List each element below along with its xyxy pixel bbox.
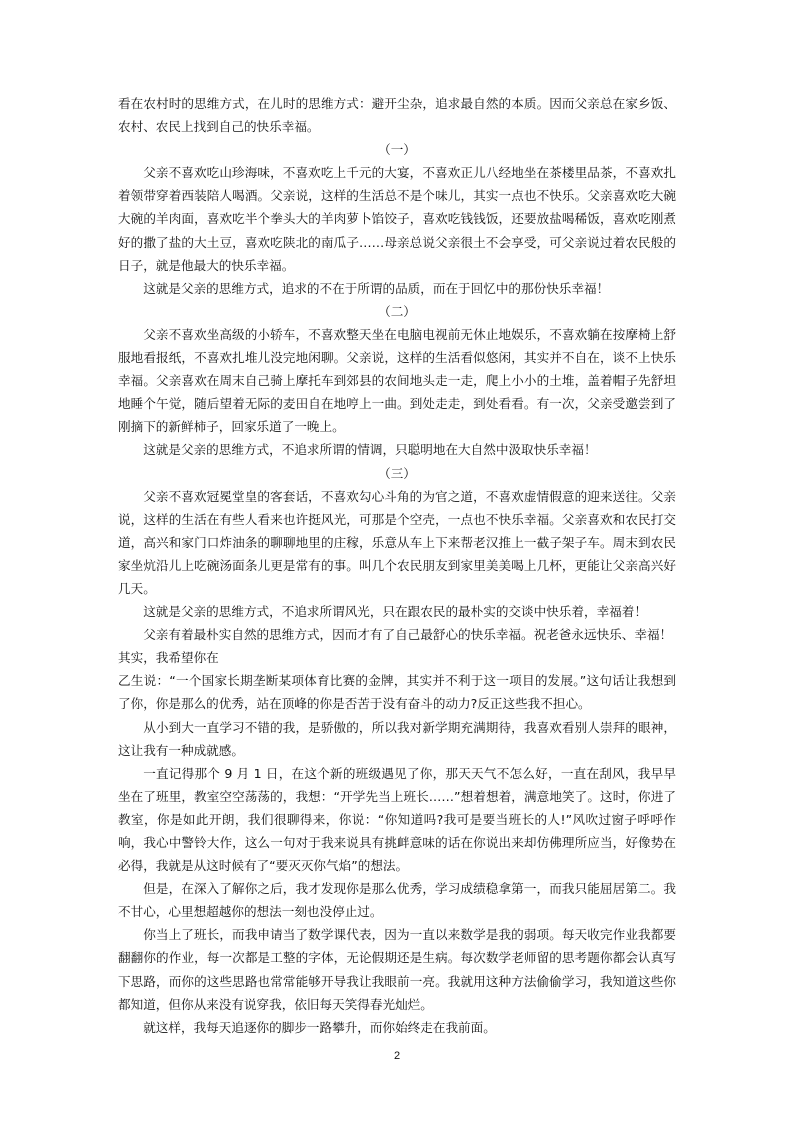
paragraph: 父亲不喜欢坐高级的小轿车，不喜欢整天坐在电脑电视前无休止地娱乐，不喜欢躺在按摩椅上舒服地看报纸，不喜欢扎堆儿没完地闲聊。父亲说，这样的生活看似悠闲，其实并不自在，谈不上快乐幸福。父亲喜欢在周末自己骑上摩托车到郊县的农间地头走一走，爬上小小的土堆，盖着帽子先舒坦地睡个午觉，随后望着无际的麦田自在地哼上一曲。到处走走，到处看看。有一次，父亲受邀尝到了刚摘下的新鲜柿子，回家乐道了一晚上。 <box>118 326 676 435</box>
paragraph: 父亲不喜欢冠冕堂皇的客套话，不喜欢勾心斗角的为官之道，不喜欢虚情假意的迎来送往。父亲说，这样的生活在有些人看来也许挺风光，可那是个空壳，一点也不快乐幸福。父亲喜欢和农民打交道，高兴和家门口炸油条的聊聊地里的庄稼，乐意从车上下来帮老汉推上一截子架子车。周末到农民家坐炕沿儿上吃碗汤面条儿更是常有的事。叫几个农民朋友到家里美美喝上几杯，更能让父亲高兴好几天。 <box>118 488 676 596</box>
document-body <box>118 92 676 1039</box>
section-heading-3: （三） <box>378 465 416 481</box>
section-heading-2: （二） <box>378 303 416 319</box>
paragraph-intro: 看在农村时的思维方式，在儿时的思维方式：避开尘杂，追求最自然的本质。因而父亲总在家乡饭、农村、农民上找到自己的快乐幸福。 <box>118 96 676 135</box>
paragraph: 你当上了班长，而我申请当了数学课代表，因为一直以来数学是我的弱项。每天收完作业我都要翻翻你的作业，每一次都是工整的字体，无论假期还是生病。每次数学老师留的思考题你都会认真写下思路，而你的这些思路也常常能够开导我让我眼前一亮。我就用这种方法偷偷学习，我知道这些你都知道，但你从来没有说穿我，依旧每天笑得春光灿烂。 <box>118 927 676 1012</box>
paragraph-summary: 这就是父亲的思维方式，不追求所谓风光，只在跟农民的最朴实的交谈中快乐着，幸福着！ <box>143 604 647 620</box>
paragraph-conclusion: 父亲有着最朴实自然的思维方式，因而才有了自己最舒心的快乐幸福。祝老爸永远快乐、幸福！ <box>143 627 673 643</box>
paragraph: 但是，在深入了解你之后，我才发现你是那么优秀，学习成绩稳拿第一，而我只能屈居第二。我不甘心，心里想超越你的想法一刻也没停止过。 <box>118 881 676 920</box>
paragraph: 乙生说：“一个国家长期垄断某项体育比赛的金牌，其实并不利于这一项目的发展。”这句话让我想到了你，你是那么的优秀，站在顶峰的你是否苦于没有奋斗的动力?反正这些我不担心。 <box>118 673 676 712</box>
paragraph-summary: 这就是父亲的思维方式，追求的不在于所谓的品质，而在于回忆中的那份快乐幸福！ <box>143 280 610 296</box>
section-heading-1: （一） <box>378 142 416 158</box>
paragraph-summary: 这就是父亲的思维方式，不追求所谓的情调，只聪明地在大自然中汲取快乐幸福！ <box>143 442 597 458</box>
paragraph: 就这样，我每天追逐你的脚步一路攀升，而你始终走在我前面。 <box>143 1019 496 1035</box>
essay-title: 其实，我希望你在 <box>118 650 219 666</box>
page-number: 2 <box>393 1050 401 1062</box>
paragraph: 从小到大一直学习不错的我，是骄傲的，所以我对新学期充满期待，我喜欢看别人崇拜的眼神，这让我有一种成就感。 <box>118 719 676 758</box>
paragraph: 父亲不喜欢吃山珍海味，不喜欢吃上千元的大宴，不喜欢正儿八经地坐在茶楼里品茶，不喜欢扎着领带穿着西装陪人喝酒。父亲说，这样的生活总不是个味儿，其实一点也不快乐。父亲喜欢吃大碗大碗的羊肉面，喜欢吃半个拳头大的羊肉萝卜馅饺子，喜欢吃钱钱饭，还要放盐喝稀饭，喜欢吃刚煮好的撒了盐的大土豆，喜欢吃陕北的南瓜子……母亲总说父亲很土不会享受，可父亲说过着农民般的日子，就是他最大的快乐幸福。 <box>118 165 676 273</box>
paragraph: 一直记得那个 9 月 1 日，在这个新的班级遇见了你，那天天气不怎么好，一直在刮风，我早早坐在了班里，教室空空荡荡的，我想：“开学先当上班长……”想着想着，满意地笑了。这时，你进了教室，你是如此开朗，我们很聊得来，你说：“你知道吗?我可是要当班长的人!”风吹过窗子呼呼作响，我心中警铃大作，这么一句对于我来说具有挑衅意味的话在你说出来却仿佛理所应当，好像势在必得，我就是从这时候有了“要灭灭你气焰”的想法。 <box>118 765 676 874</box>
